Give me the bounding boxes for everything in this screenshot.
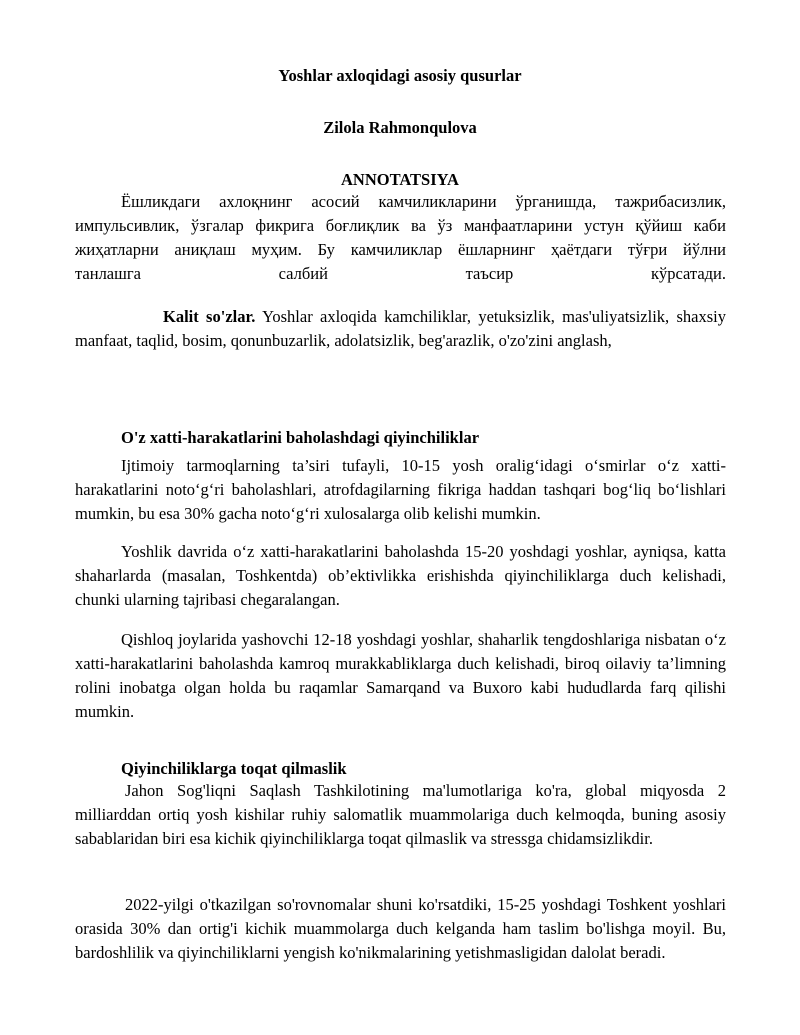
annotation-line: жиҳатларни аниқлаш муҳим. Бу камчиликлар ёшларнинг ҳаётдаги тўғри йўлни — [75, 240, 726, 259]
section1-paragraph: Qishloq joylarida yashovchi 12-18 yoshdagi yoshlar, shaharlik tengdoshlariga nisbatan o‘z xatti-harakatlarini baholashda kamroq murakkabliklarga duch kelishadi, biroq oilaviy ta’limning rolini inobatga olgan holda bu raqamlar Samarqand va Buxoro kabi hududlarda farq qilishi mumkin. — [75, 630, 726, 721]
section1-paragraph: Ijtimoiy tarmoqlarning ta’siri tufayli, 10-15 yosh oralig‘idagi o‘smirlar o‘z xatti-harakatlarini noto‘g‘ri baholashlari, atrofdagilarning fikriga haddan tashqari bog‘liq bo‘lishlari mumkin, bu esa 30% gacha noto‘g‘ri xulosalarga olib kelishi mumkin. — [75, 456, 726, 523]
section2-paragraph: Jahon Sog'liqni Saqlash Tashkilotining ma'lumotlariga ko'ra, global miqyosda 2 milliarddan ortiq yosh kishilar ruhiy salomatlik muammolariga duch kelmoqda, buning asosiy sabablaridan biri esa kichik qiyinchiliklarga toqat qilmaslik va stressga chidamsizlikdir. — [75, 781, 726, 848]
annotation-line: Ёшликдаги ахлоқнинг асосий камчиликларини ўрганишда, тажрибасизлик, — [121, 192, 726, 211]
keywords-paragraph — [75, 305, 726, 353]
keywords-label: Kalit so'zlar. — [163, 307, 256, 326]
section1-heading: O'z xatti-harakatlarini baholashdagi qiyinchiliklar — [121, 428, 480, 447]
section1-body — [75, 628, 726, 724]
keywords-text: Yoshlar axloqida kamchiliklar, yetuksizlik, mas'uliyatsizlik, shaxsiy manfaat, taqlid, bosim, qonunbuzarlik, adolatsizlik, beg'arazlik, o'zo'zini anglash, — [75, 307, 726, 350]
section1-body — [75, 540, 726, 612]
section1-paragraph: Yoshlik davrida o‘z xatti-harakatlarini baholashda 15-20 yoshdagi yoshlar, ayniqsa, katta shaharlarda (masalan, Toshkentda) ob’ektivlikka erishishda qiyinchiliklarga duch kelishadi, chunki ularning tajribasi chegaralangan. — [75, 542, 726, 609]
annotation-paragraph — [75, 190, 726, 286]
section2-heading: Qiyinchiliklarga toqat qilmaslik — [121, 759, 347, 778]
annotation-heading: ANNOTATSIYA — [341, 170, 459, 189]
annotation-line: импульсивлик, ўзгалар фикрига боғлиқлик ва ўз манфаатларини устун қўйиш каби — [75, 216, 726, 235]
section2-paragraph: 2022-yilgi o'tkazilgan so'rovnomalar shuni ko'rsatdiki, 15-25 yoshdagi Toshkent yoshlari orasida 30% dan ortig'i kichik muammolarga duch kelganda ham taslim bo'lishga moyil. Bu, bardoshlilik va qiyinchiliklarni yengish ko'nikmalarining yetishmasligidan dalolat beradi. — [75, 895, 726, 962]
section1-body — [75, 454, 726, 526]
section2-body — [75, 779, 726, 851]
section2-body — [75, 893, 726, 965]
document-title: Yoshlar axloqidagi asosiy qusurlar — [278, 66, 522, 85]
annotation-line: танлашга салбий таъсир кўрсатади. — [75, 264, 726, 283]
author-name: Zilola Rahmonqulova — [323, 118, 477, 137]
